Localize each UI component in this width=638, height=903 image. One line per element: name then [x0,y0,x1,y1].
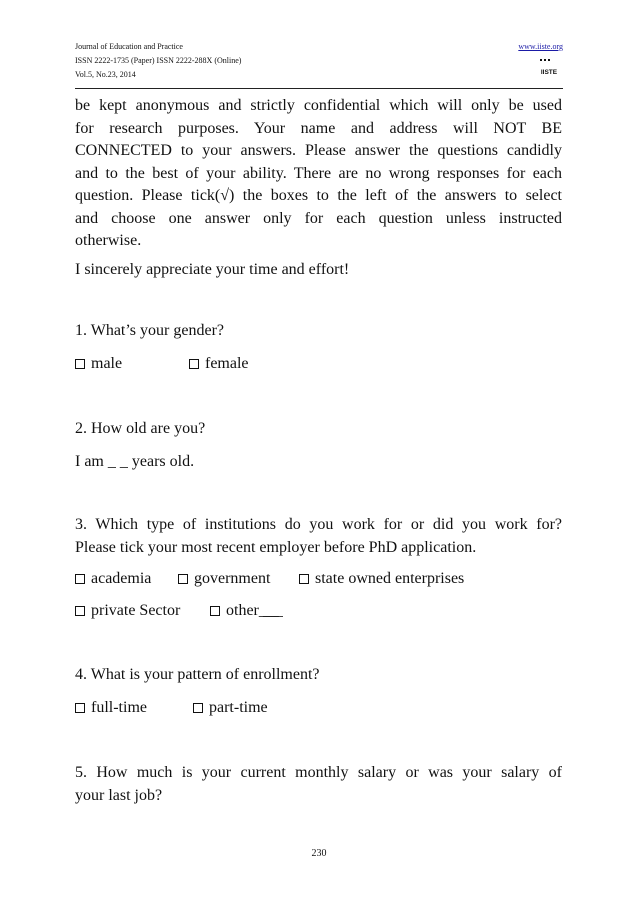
header-rule [75,88,563,89]
intro-line: and to the best of your ability. There are no wrong responses for each [75,164,562,182]
journal-url-link[interactable]: www.iiste.org [518,42,563,51]
option-other[interactable] [210,601,283,621]
option-male[interactable] [75,354,122,374]
option-label: female [205,355,249,372]
page-header [75,42,563,84]
option-full-time[interactable] [75,698,147,718]
option-label: state owned enterprises [315,570,465,587]
page-number: 230 [311,848,327,859]
option-female[interactable] [189,354,249,374]
checkbox-icon[interactable] [189,359,199,369]
option-label: government [194,570,271,587]
question-1: 1. What’s your gender? [75,322,224,339]
question-5-line: 5. How much is your current monthly salary or was your salary of [75,764,562,781]
question-3-line: Please tick your most recent employer before PhD application. [75,538,477,556]
checkbox-icon[interactable] [75,359,85,369]
volume-line: Vol.5, No.23, 2014 [75,70,136,79]
checkbox-icon[interactable] [75,606,85,616]
age-answer-line[interactable]: I am _ _ years old. [75,453,195,470]
option-label: other_̲_̲_ [226,602,283,619]
option-label: private Sector [91,602,181,619]
checkbox-icon[interactable] [75,703,85,713]
question-3 [75,514,562,559]
checkbox-icon[interactable] [75,574,85,584]
checkbox-icon[interactable] [193,703,203,713]
checkbox-icon[interactable] [178,574,188,584]
intro-line: for research purposes. Your name and address will NOT BE [75,119,562,137]
checkbox-icon[interactable] [299,574,309,584]
journal-title: Journal of Education and Practice [75,42,183,51]
option-private-sector[interactable] [75,601,180,621]
option-government[interactable] [178,569,270,589]
intro-line: otherwise. [75,232,142,249]
logo-text: IISTE [540,69,558,76]
option-label: part-time [209,699,268,716]
option-label: academia [91,570,152,587]
intro-line: CONNECTED to your answers. Please answer the questions candidly [75,142,562,159]
intro-paragraph [75,95,562,253]
question-2: 2. How old are you? [75,420,206,437]
iiste-logo-icon [539,58,559,78]
intro-line: be kept anonymous and strictly confidential which will only be used [75,97,562,114]
intro-line: and choose one answer only for each question unless instructed [75,209,562,227]
question-5 [75,762,562,807]
question-5-line: your last job? [75,786,163,804]
checkbox-icon[interactable] [210,606,220,616]
thanks-line: I sincerely appreciate your time and effort! [75,261,350,278]
option-label: full-time [91,699,147,716]
intro-line: question. Please tick(√) the boxes to the left of the answers to select [75,187,562,204]
issn-line: ISSN 2222-1735 (Paper) ISSN 2222-288X (Online) [75,56,242,65]
option-label: male [91,355,123,372]
option-academia[interactable] [75,569,151,589]
option-state-owned-enterprises[interactable] [299,569,464,589]
question-4: 4. What is your pattern of enrollment? [75,666,320,683]
question-3-line: 3. Which type of institutions do you work for or did you work for? [75,516,562,533]
option-part-time[interactable] [193,698,268,718]
